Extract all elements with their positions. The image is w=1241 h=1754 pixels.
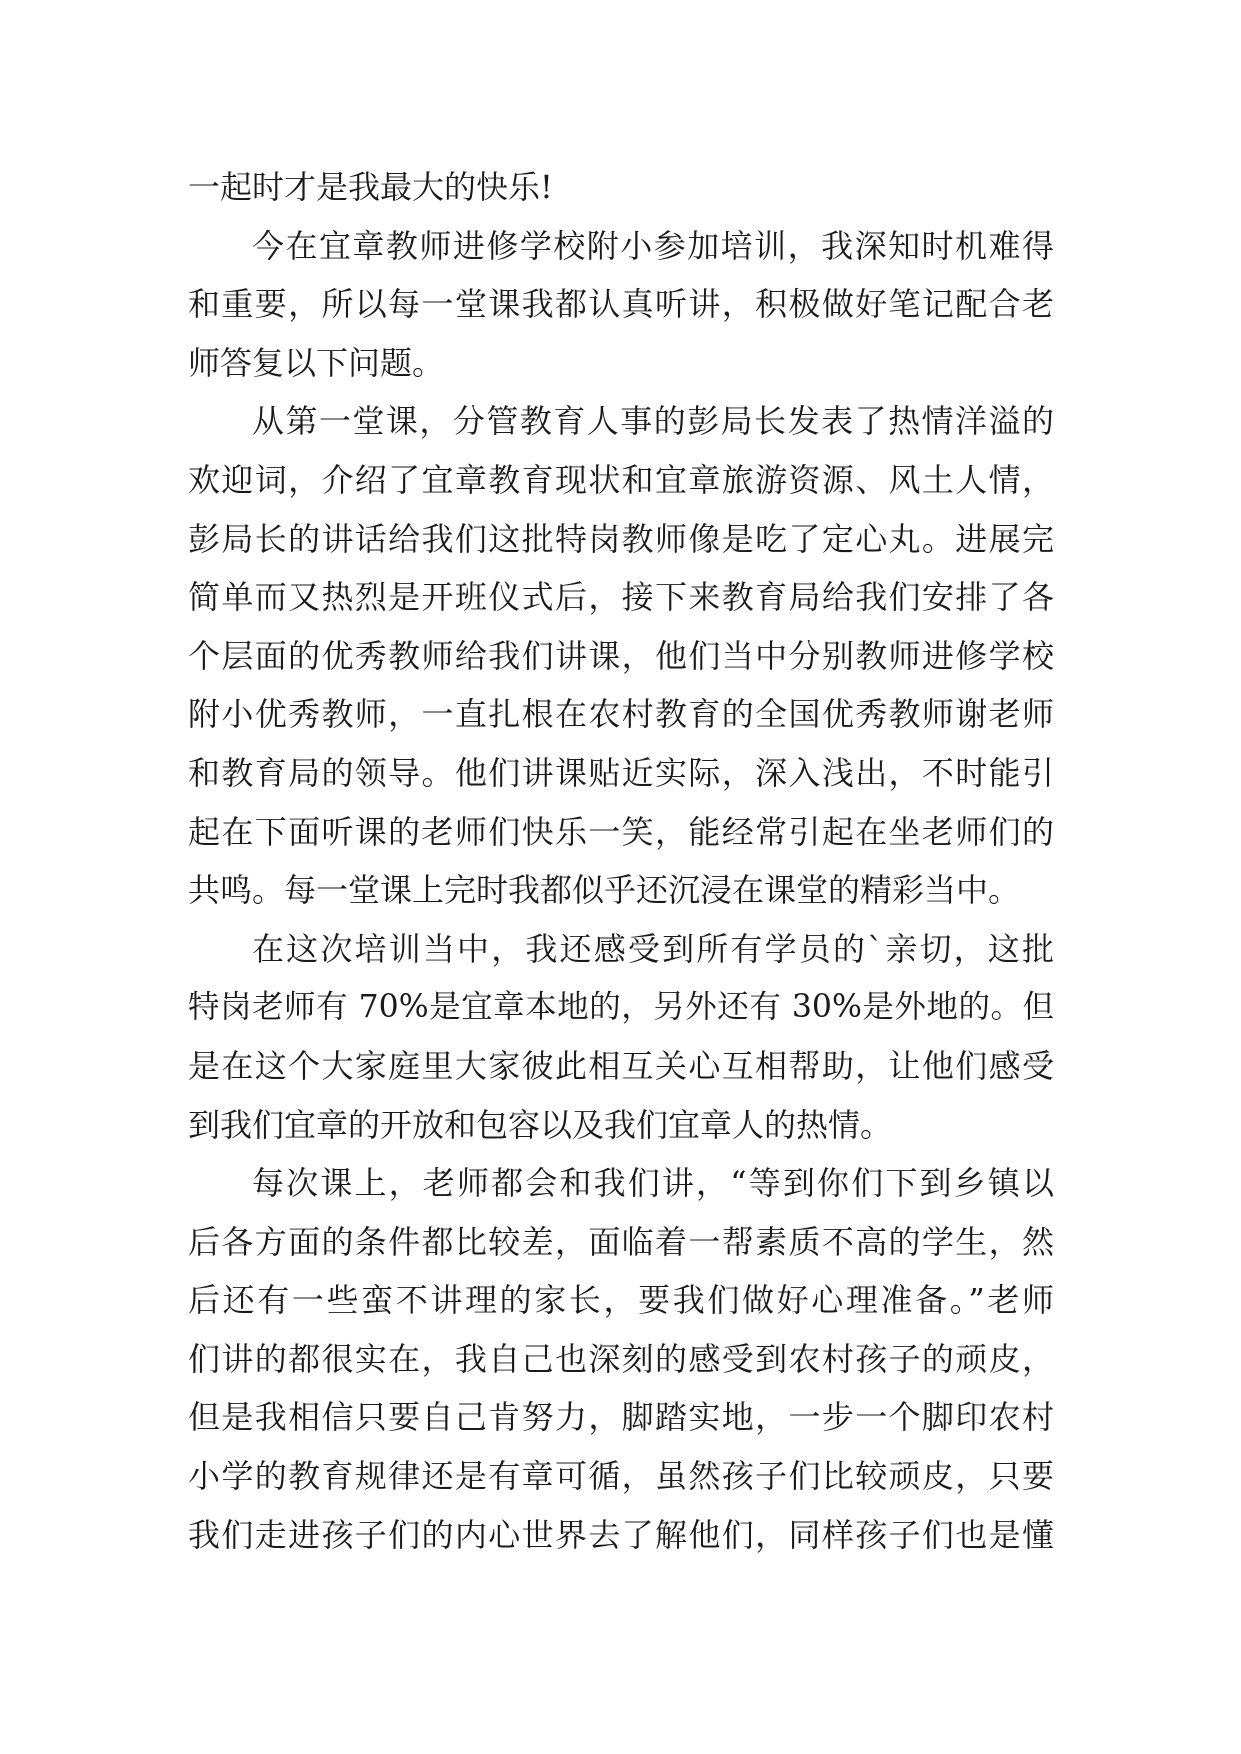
text-line: 欢迎词，介绍了宜章教育现状和宜章旅游资源、风土人情， — [188, 460, 1054, 499]
text-line: 彭局长的讲话给我们这批特岗教师像是吃了定心丸。进展完 — [188, 519, 1054, 558]
text-line: 从第一堂课，分管教育人事的彭局长发表了热情洋溢的 — [252, 402, 1054, 441]
text-line: 每次课上，老师都会和我们讲，“等到你们下到乡镇以 — [252, 1164, 1054, 1203]
text-line: 小学的教育规律还是有章可循，虽然孩子们比较顽皮，只要 — [188, 1457, 1054, 1496]
text-line: 们讲的都很实在，我自己也深刻的感受到农村孩子的顽皮， — [188, 1339, 1054, 1378]
body-text — [188, 158, 1054, 1564]
text-line: 今在宜章教师进修学校附小参加培训，我深知时机难得 — [252, 226, 1054, 265]
text-line: 起在下面听课的老师们快乐一笑，能经常引起在坐老师们的 — [188, 812, 1054, 851]
text-line: 在这次培训当中，我还感受到所有学员的`亲切，这批 — [252, 929, 1054, 968]
text-line: 到我们宜章的开放和包容以及我们宜章人的热情。 — [188, 1105, 893, 1144]
text-line: 后各方面的条件都比较差，面临着一帮素质不高的学生，然 — [188, 1222, 1054, 1261]
text-line: 我们走进孩子们的内心世界去了解他们，同样孩子们也是懂 — [188, 1515, 1054, 1554]
text-line: 特岗老师有 70%是宜章本地的，另外还有 30%是外地的。但 — [188, 989, 1054, 1026]
text-line: 个层面的优秀教师给我们讲课，他们当中分别教师进修学校 — [188, 636, 1054, 675]
text-line: 是在这个大家庭里大家彼此相互关心互相帮助，让他们感受 — [188, 1046, 1054, 1085]
text-line: 简单而又热烈是开班仪式后，接下来教育局给我们安排了各 — [188, 578, 1054, 617]
text-line: 和重要，所以每一堂课我都认真听讲，积极做好笔记配合老 — [188, 285, 1054, 324]
text-line: 后还有一些蛮不讲理的家长，要我们做好心理准备。”老师 — [188, 1281, 1054, 1320]
text-line: 和教育局的领导。他们讲课贴近实际，深入浅出，不时能引 — [188, 753, 1054, 792]
text-line: 附小优秀教师，一直扎根在农村教育的全国优秀教师谢老师 — [188, 695, 1054, 734]
text-line: 一起时才是我最大的快乐! — [188, 168, 553, 206]
text-line: 师答复以下问题。 — [188, 343, 445, 382]
text-line: 共鸣。每一堂课上完时我都似乎还沉浸在课堂的精彩当中。 — [188, 871, 1021, 910]
text-line: 但是我相信只要自己肯努力，脚踏实地，一步一个脚印农村 — [188, 1398, 1054, 1437]
